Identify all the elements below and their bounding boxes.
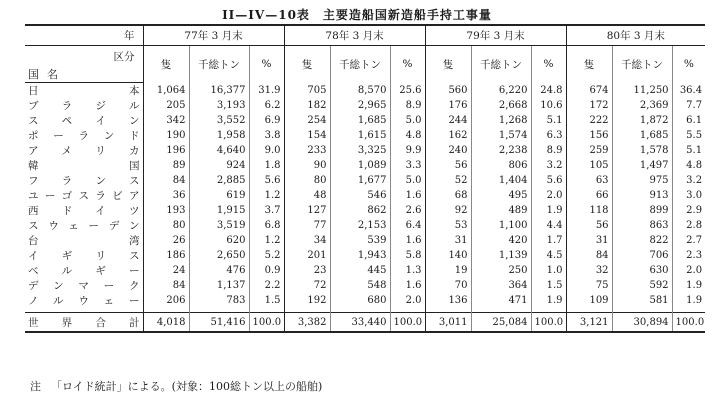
cell-tons: 1,685 (612, 128, 672, 143)
col-ships-77: 隻 (143, 46, 189, 83)
cell-tons: 822 (612, 233, 672, 248)
cell-ships: 193 (143, 203, 189, 218)
cell-pct: 1.5 (249, 293, 284, 308)
cell-ships: 26 (143, 233, 189, 248)
cell-tons: 3,193 (189, 98, 249, 113)
cell-ships: 31 (566, 233, 612, 248)
country-name: ブラジル (28, 100, 140, 112)
cell-pct: 5.1 (672, 143, 705, 158)
cell-ships: 1,064 (143, 83, 189, 99)
cell-pct: 25.6 (390, 83, 425, 99)
cell-pct: 2.3 (672, 248, 705, 263)
country-name: 日本 (28, 85, 140, 97)
cell-ships: 156 (566, 128, 612, 143)
cell-ships: 84 (143, 173, 189, 188)
kubun-header-label: 区分 (113, 50, 135, 63)
cell-ships: 140 (425, 248, 471, 263)
cell-pct: 100.0 (531, 313, 566, 333)
cell-tons: 630 (612, 263, 672, 278)
cell-tons: 495 (471, 188, 531, 203)
total-row (25, 313, 705, 333)
cell-pct: 6.2 (249, 98, 284, 113)
table-row (25, 113, 705, 128)
table-row (25, 128, 705, 143)
cell-ships: 72 (284, 278, 330, 293)
footnote-label: 注 (30, 380, 41, 393)
cell-ships: 205 (143, 98, 189, 113)
cell-ships: 77 (284, 218, 330, 233)
cell-pct: 3.2 (531, 158, 566, 173)
cell-pct: 31.9 (249, 83, 284, 99)
cell-tons: 8,570 (330, 83, 390, 99)
cell-ships: 154 (284, 128, 330, 143)
cell-ships: 3,011 (425, 313, 471, 333)
cell-tons: 620 (189, 233, 249, 248)
cell-ships: 66 (566, 188, 612, 203)
cell-tons: 1,677 (330, 173, 390, 188)
cell-ships: 196 (143, 143, 189, 158)
cell-ships: 186 (143, 248, 189, 263)
cell-ships: 342 (143, 113, 189, 128)
cell-ships: 89 (143, 158, 189, 173)
cell-ships: 190 (143, 128, 189, 143)
footnote (30, 378, 322, 394)
cell-pct: 5.6 (531, 173, 566, 188)
cell-pct: 100.0 (390, 313, 425, 333)
cell-pct: 36.4 (672, 83, 705, 99)
cell-ships: 182 (284, 98, 330, 113)
cell-tons: 6,220 (471, 83, 531, 99)
cell-ships: 80 (143, 218, 189, 233)
cell-tons: 1,089 (330, 158, 390, 173)
cell-tons: 546 (330, 188, 390, 203)
cell-ships: 56 (566, 218, 612, 233)
cell-pct: 2.6 (390, 203, 425, 218)
cell-tons: 33,440 (330, 313, 390, 333)
cell-tons: 863 (612, 218, 672, 233)
cell-pct: 6.9 (249, 113, 284, 128)
cell-ships: 80 (284, 173, 330, 188)
cell-tons: 30,894 (612, 313, 672, 333)
cell-pct: 1.0 (531, 263, 566, 278)
cell-pct: 1.9 (531, 293, 566, 308)
cell-pct: 1.3 (390, 263, 425, 278)
cell-pct: 1.9 (531, 203, 566, 218)
cell-ships: 192 (284, 293, 330, 308)
cell-tons: 924 (189, 158, 249, 173)
cell-ships: 3,121 (566, 313, 612, 333)
cell-tons: 11,250 (612, 83, 672, 99)
cell-tons: 899 (612, 203, 672, 218)
cell-pct: 2.2 (249, 278, 284, 293)
cell-pct: 4.5 (531, 248, 566, 263)
cell-tons: 1,872 (612, 113, 672, 128)
col-ships-80: 隻 (566, 46, 612, 83)
cell-tons: 471 (471, 293, 531, 308)
cell-pct: 3.0 (672, 188, 705, 203)
cell-tons: 619 (189, 188, 249, 203)
cell-pct: 1.6 (390, 278, 425, 293)
table-row (25, 263, 705, 278)
cell-tons: 2,965 (330, 98, 390, 113)
country-name: デンマーク (28, 280, 140, 292)
cell-pct: 3.3 (390, 158, 425, 173)
cell-pct: 5.1 (531, 113, 566, 128)
cell-tons: 1,100 (471, 218, 531, 233)
cell-tons: 1,404 (471, 173, 531, 188)
cell-pct: 2.0 (531, 188, 566, 203)
cell-tons: 4,640 (189, 143, 249, 158)
cell-pct: 1.6 (390, 233, 425, 248)
table-row (25, 143, 705, 158)
cell-tons: 592 (612, 278, 672, 293)
year-header-78: 78年 3 月末 (284, 25, 425, 46)
cell-tons: 1,139 (471, 248, 531, 263)
cell-ships: 56 (425, 158, 471, 173)
cell-pct: 1.9 (672, 293, 705, 308)
cell-ships: 52 (425, 173, 471, 188)
cell-ships: 105 (566, 158, 612, 173)
cell-pct: 4.4 (531, 218, 566, 233)
cell-pct: 100.0 (249, 313, 284, 333)
cell-ships: 3,382 (284, 313, 330, 333)
cell-ships: 118 (566, 203, 612, 218)
cell-ships: 68 (425, 188, 471, 203)
cell-pct: 24.8 (531, 83, 566, 99)
country-name: イギリス (28, 250, 140, 262)
cell-ships: 222 (566, 113, 612, 128)
cell-pct: 5.5 (672, 128, 705, 143)
cell-pct: 3.8 (249, 128, 284, 143)
table-row (25, 218, 705, 233)
country-name: 世界合計 (25, 313, 143, 333)
country-header-label: 国名 (25, 66, 143, 83)
cell-ships: 206 (143, 293, 189, 308)
cell-ships: 172 (566, 98, 612, 113)
cell-tons: 2,650 (189, 248, 249, 263)
cell-ships: 24 (143, 263, 189, 278)
year-header-label: 年 (25, 25, 143, 46)
country-name: 韓国 (28, 160, 140, 172)
cell-pct: 5.0 (390, 113, 425, 128)
cell-pct: 4.8 (390, 128, 425, 143)
cell-tons: 25,084 (471, 313, 531, 333)
country-name: スペイン (28, 115, 140, 127)
cell-tons: 1,915 (189, 203, 249, 218)
cell-ships: 84 (143, 278, 189, 293)
cell-tons: 3,325 (330, 143, 390, 158)
cell-ships: 34 (284, 233, 330, 248)
col-pct-79: % (531, 46, 566, 83)
cell-tons: 1,268 (471, 113, 531, 128)
cell-pct: 1.5 (531, 278, 566, 293)
table-row (25, 98, 705, 113)
cell-ships: 254 (284, 113, 330, 128)
cell-pct: 7.7 (672, 98, 705, 113)
table-title: II—IV—10表 主要造船国新造船手持工事量 (222, 8, 492, 22)
cell-pct: 5.6 (249, 173, 284, 188)
cell-tons: 862 (330, 203, 390, 218)
cell-pct: 2.8 (672, 218, 705, 233)
cell-tons: 3,519 (189, 218, 249, 233)
cell-ships: 75 (566, 278, 612, 293)
cell-tons: 2,885 (189, 173, 249, 188)
col-tons-79: 千総トン (471, 46, 531, 83)
table-row (25, 83, 705, 99)
cell-ships: 244 (425, 113, 471, 128)
cell-ships: 48 (284, 188, 330, 203)
cell-ships: 36 (143, 188, 189, 203)
cell-pct: 2.7 (672, 233, 705, 248)
table-row (25, 248, 705, 263)
cell-tons: 2,153 (330, 218, 390, 233)
cell-pct: 1.7 (531, 233, 566, 248)
cell-tons: 3,552 (189, 113, 249, 128)
col-pct-78: % (390, 46, 425, 83)
year-header-79: 79年 3 月末 (425, 25, 566, 46)
cell-pct: 4.8 (672, 158, 705, 173)
cell-tons: 364 (471, 278, 531, 293)
cell-tons: 975 (612, 173, 672, 188)
table-row (25, 173, 705, 188)
col-tons-78: 千総トン (330, 46, 390, 83)
cell-ships: 63 (566, 173, 612, 188)
cell-ships: 674 (566, 83, 612, 99)
cell-ships: 90 (284, 158, 330, 173)
country-name: フランス (28, 175, 140, 187)
cell-pct: 1.2 (249, 233, 284, 248)
cell-ships: 259 (566, 143, 612, 158)
table-body (25, 83, 705, 333)
cell-tons: 706 (612, 248, 672, 263)
country-name: ノルウェー (28, 295, 140, 307)
cell-tons: 1,574 (471, 128, 531, 143)
col-pct-77: % (249, 46, 284, 83)
country-name: 西ドイツ (28, 205, 140, 217)
cell-ships: 4,018 (143, 313, 189, 333)
cell-pct: 100.0 (672, 313, 705, 333)
cell-ships: 92 (425, 203, 471, 218)
cell-pct: 10.6 (531, 98, 566, 113)
cell-pct: 0.9 (249, 263, 284, 278)
col-ships-78: 隻 (284, 46, 330, 83)
cell-tons: 1,578 (612, 143, 672, 158)
cell-tons: 489 (471, 203, 531, 218)
col-tons-77: 千総トン (189, 46, 249, 83)
cell-ships: 53 (425, 218, 471, 233)
cell-tons: 1,615 (330, 128, 390, 143)
country-name: 台湾 (28, 235, 140, 247)
cell-tons: 2,668 (471, 98, 531, 113)
cell-pct: 1.2 (249, 188, 284, 203)
footnote-text: 「ロイド統計」による。(対象：100総トン以上の船舶) (51, 380, 323, 393)
cell-ships: 70 (425, 278, 471, 293)
cell-pct: 3.2 (672, 173, 705, 188)
cell-tons: 420 (471, 233, 531, 248)
cell-tons: 2,238 (471, 143, 531, 158)
cell-pct: 2.9 (672, 203, 705, 218)
cell-pct: 8.9 (390, 98, 425, 113)
cell-pct: 1.8 (249, 158, 284, 173)
cell-ships: 136 (425, 293, 471, 308)
cell-pct: 5.2 (249, 248, 284, 263)
year-header-77: 77年 3 月末 (143, 25, 284, 46)
cell-tons: 1,137 (189, 278, 249, 293)
cell-tons: 1,685 (330, 113, 390, 128)
cell-ships: 31 (425, 233, 471, 248)
cell-ships: 109 (566, 293, 612, 308)
cell-pct: 6.3 (531, 128, 566, 143)
year-header-80: 80年 3 月末 (566, 25, 705, 46)
table-row (25, 158, 705, 173)
cell-ships: 162 (425, 128, 471, 143)
country-name: アメリカ (28, 145, 140, 157)
cell-tons: 1,943 (330, 248, 390, 263)
cell-pct: 5.8 (390, 248, 425, 263)
cell-tons: 539 (330, 233, 390, 248)
cell-pct: 9.0 (249, 143, 284, 158)
cell-pct: 2.0 (672, 263, 705, 278)
table-row (25, 278, 705, 293)
cell-pct: 5.0 (390, 173, 425, 188)
table-row (25, 293, 705, 308)
cell-tons: 476 (189, 263, 249, 278)
cell-pct: 2.0 (390, 293, 425, 308)
cell-ships: 84 (566, 248, 612, 263)
cell-ships: 705 (284, 83, 330, 99)
col-tons-80: 千総トン (612, 46, 672, 83)
cell-tons: 548 (330, 278, 390, 293)
col-pct-80: % (672, 46, 705, 83)
cell-ships: 233 (284, 143, 330, 158)
cell-pct: 6.4 (390, 218, 425, 233)
cell-tons: 51,416 (189, 313, 249, 333)
cell-ships: 127 (284, 203, 330, 218)
cell-ships: 32 (566, 263, 612, 278)
cell-tons: 783 (189, 293, 249, 308)
cell-ships: 19 (425, 263, 471, 278)
cell-pct: 9.9 (390, 143, 425, 158)
cell-ships: 201 (284, 248, 330, 263)
cell-tons: 806 (471, 158, 531, 173)
country-name: スウェーデン (28, 220, 140, 232)
cell-pct: 1.6 (390, 188, 425, 203)
cell-ships: 23 (284, 263, 330, 278)
table-row (25, 233, 705, 248)
cell-pct: 6.1 (672, 113, 705, 128)
cell-tons: 16,377 (189, 83, 249, 99)
cell-ships: 240 (425, 143, 471, 158)
table-row (25, 203, 705, 218)
cell-tons: 445 (330, 263, 390, 278)
cell-tons: 680 (330, 293, 390, 308)
cell-pct: 1.9 (672, 278, 705, 293)
cell-tons: 913 (612, 188, 672, 203)
country-name: ベルギー (28, 265, 140, 277)
cell-tons: 2,369 (612, 98, 672, 113)
cell-ships: 176 (425, 98, 471, 113)
cell-pct: 8.9 (531, 143, 566, 158)
cell-tons: 1,497 (612, 158, 672, 173)
cell-tons: 1,958 (189, 128, 249, 143)
cell-pct: 3.7 (249, 203, 284, 218)
cell-pct: 6.8 (249, 218, 284, 233)
country-name: ポーランド (28, 130, 140, 142)
shipbuilding-table (25, 24, 705, 333)
col-ships-79: 隻 (425, 46, 471, 83)
country-name: ユーゴスラビア (28, 190, 140, 202)
cell-ships: 560 (425, 83, 471, 99)
cell-tons: 250 (471, 263, 531, 278)
cell-tons: 581 (612, 293, 672, 308)
table-row (25, 188, 705, 203)
